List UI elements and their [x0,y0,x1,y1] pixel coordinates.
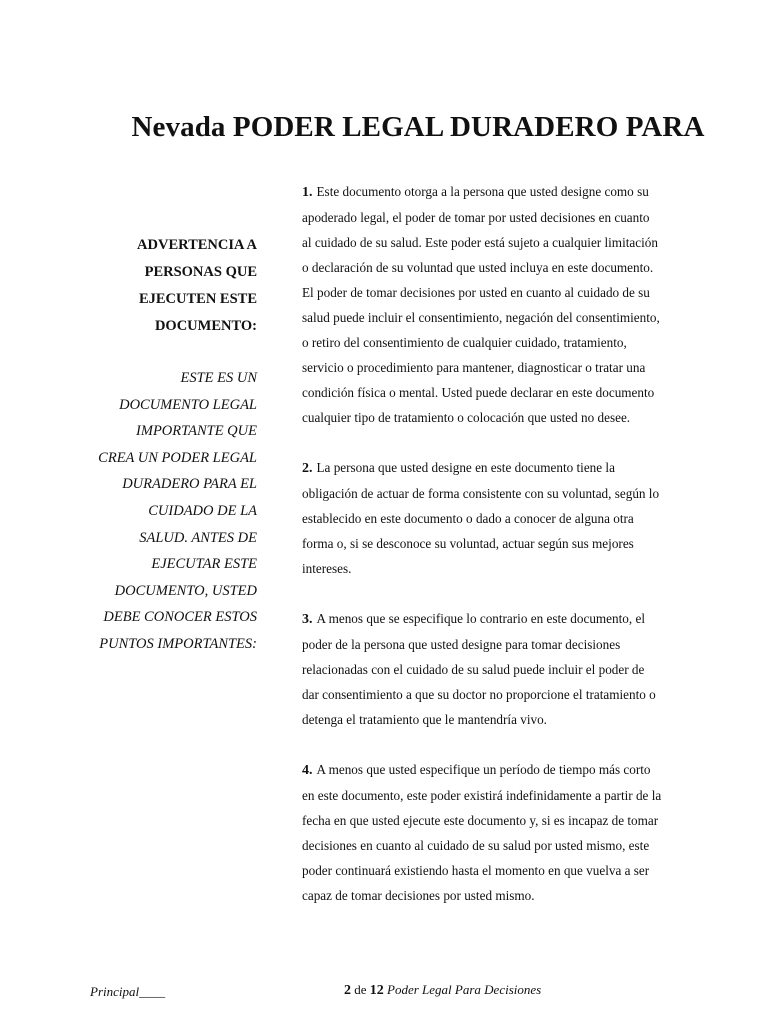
paragraph-line: poder continuará existiendo hasta el momento en que vuelva a ser [302,863,650,878]
page-current: 2 [344,983,351,998]
paragraph-line: forma o, si se desconoce su voluntad, actuar según sus mejores [302,536,634,551]
paragraph-line: capaz de tomar decisiones por usted mismo. [302,888,535,903]
warning-heading-line: DOCUMENTO: [154,318,257,334]
paragraph-number: 1. [302,185,313,200]
paragraph-line: La persona que usted designe en este documento tiene la [316,460,615,475]
paragraph-line: condición física o mental. Usted puede declarar en este documento [302,385,655,400]
warning-body-line: CREA UN PODER LEGAL [98,449,257,466]
page-total: 12 [369,983,384,998]
warning-body-line: IMPORTANTE QUE [136,423,257,440]
paragraph-number: 4. [302,763,313,778]
warning-sidebar [80,232,257,658]
paragraph-number: 3. [302,612,313,627]
paragraph-4 [302,757,687,908]
paragraph-line: decisiones en cuanto al cuidado de su salud por usted mismo, este [302,838,650,853]
paragraph-line: Este documento otorga a la persona que usted designe como su [316,184,649,199]
paragraph-line: obligación de actuar de forma consistente con su voluntad, según lo [302,486,660,501]
warning-heading [80,232,257,340]
paragraph-line: detenga el tratamiento que le mantendría vivo. [302,712,547,727]
paragraph-line: poder de la persona que usted designe para tomar decisiones [302,637,621,652]
warning-body-line: EJECUTAR ESTE [151,556,257,573]
paragraph-line: establecido en este documento o dado a conocer de alguna otra [302,511,634,526]
paragraph-line: relacionadas con el cuidado de su salud puede incluir el poder de [302,662,645,677]
paragraph-line: o declaración de su voluntad que usted incluya en este documento. [302,260,654,275]
paragraph-line: A menos que se especifique lo contrario en este documento, el [316,611,645,626]
warning-body [80,365,257,658]
paragraph-line: o retiro del consentimiento de cualquier cuidado, tratamiento, [302,335,627,350]
paragraph-line: en este documento, este poder existirá indefinidamente a partir de la [302,788,662,803]
warning-heading-line: PERSONAS QUE [144,264,257,280]
paragraph-line: A menos que usted especifique un período de tiempo más corto [316,762,651,777]
warning-body-line: DOCUMENTO LEGAL [119,396,257,413]
main-text [302,179,687,933]
page-footer [344,982,541,999]
warning-body-line: DURADERO PARA EL [122,476,257,493]
paragraph-line: al cuidado de su salud. Este poder está sujeto a cualquier limitación [302,235,658,250]
page-title: Nevada PODER LEGAL DURADERO PARA [131,111,705,144]
warning-heading-line: ADVERTENCIA A [137,237,257,253]
paragraph-line: servicio o procedimiento para mantener, diagnosticar o tratar una [302,360,646,375]
paragraph-line: El poder de tomar decisiones por usted en cuanto al cuidado de su [302,285,650,300]
warning-body-line: DEBE CONOCER ESTOS [103,609,257,626]
page-of: de [354,982,367,997]
warning-body-line: SALUD. ANTES DE [139,529,257,546]
paragraph-3 [302,606,687,732]
warning-body-line: CUIDADO DE LA [148,502,257,519]
paragraph-2 [302,455,687,581]
warning-body-line: DOCUMENTO, USTED [114,582,257,599]
warning-body-line: ESTE ES UN [180,370,257,386]
paragraph-line: fecha en que usted ejecute este documento y, si es incapaz de tomar [302,813,659,828]
warning-body-line: PUNTOS IMPORTANTES: [99,635,257,652]
paragraph-line: apoderado legal, el poder de tomar por usted decisiones en cuanto [302,210,650,225]
paragraph-line: cualquier tipo de tratamiento o colocación que usted no desee. [302,410,631,425]
document-name: Poder Legal Para Decisiones [387,982,542,997]
warning-heading-line: EJECUTEN ESTE [138,291,257,307]
paragraph-number: 2. [302,461,313,476]
paragraph-line: salud puede incluir el consentimiento, negación del consentimiento, [302,310,660,325]
paragraph-1 [302,179,687,430]
principal-initials-line: Principal____ [90,984,166,999]
paragraph-line: dar consentimiento a que su doctor no proporcione el tratamiento o [302,687,656,702]
paragraph-line: intereses. [302,561,352,576]
